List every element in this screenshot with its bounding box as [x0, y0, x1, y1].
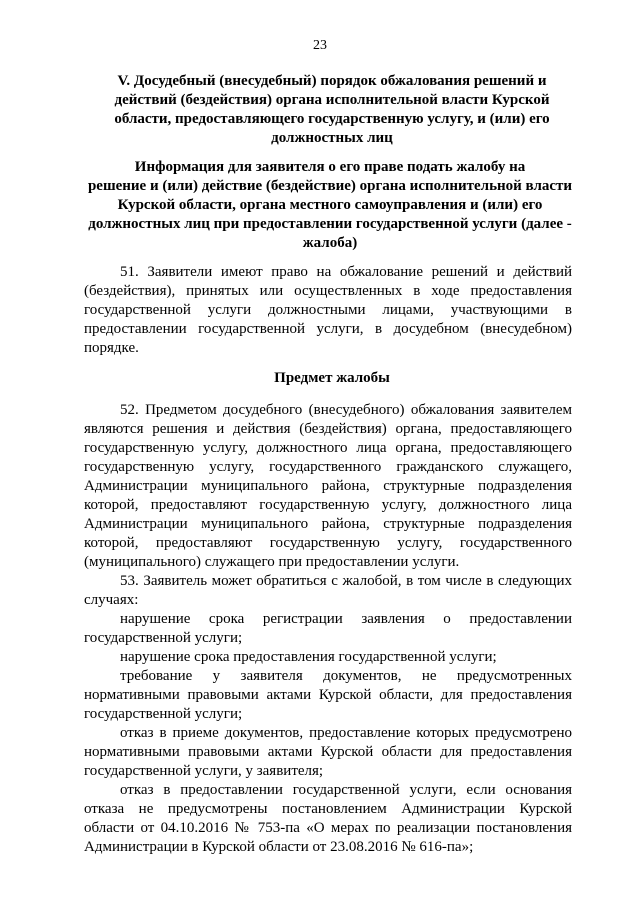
section-heading-line: области, предоставляющего государственную услугу, и (или) его	[114, 111, 550, 127]
paragraph-52	[84, 401, 572, 572]
text-line: которой, предоставляют государственную услугу, должностного лица	[84, 497, 572, 513]
paragraph-53	[84, 572, 572, 610]
text-line: Администрации муниципального района, структурные подразделения	[84, 478, 572, 494]
info-heading-line: Курской области, органа местного самоуправления и (или) его	[117, 197, 543, 213]
text-line: отказ в приеме документов, предоставление которых предусмотрено	[120, 725, 572, 741]
text-line: государственной услуги должностными лицами, участвующими в	[84, 302, 572, 318]
text-line: требование у заявителя документов, не предусмотренных	[120, 668, 572, 684]
text-line: порядке.	[84, 340, 139, 356]
text-line: Администрации муниципального района, структурные подразделения	[84, 516, 572, 532]
text-line: нормативными правовыми актами Курской области, для предоставления	[84, 687, 572, 703]
text-line: (муниципального) служащего при предоставлении услуги.	[84, 554, 460, 570]
text-line: которой, предоставляют государственную услугу, государственного	[84, 535, 572, 551]
section-heading-line: V. Досудебный (внесудебный) порядок обжалования решений и	[117, 73, 547, 89]
text-line: 53. Заявитель может обратиться с жалобой, в том числе в следующих	[120, 573, 572, 589]
case-document-refusal	[84, 724, 572, 781]
text-line: нарушение срока предоставления государственной услуги;	[120, 649, 497, 665]
section-heading	[92, 72, 572, 148]
info-heading	[80, 158, 580, 253]
text-line: области от 04.10.2016 № 753-па «О мерах по реализации постановления	[84, 820, 572, 836]
page-number: 23	[313, 38, 327, 53]
text-line: государственной услуги, у заявителя;	[84, 763, 324, 779]
info-heading-line: должностных лиц при предоставлении государственной услуги (далее -	[88, 216, 572, 232]
case-service-refusal	[84, 781, 572, 857]
section-heading-line: действий (бездействия) органа исполнительной власти Курской	[114, 92, 550, 108]
text-line: нормативными правовыми актами Курской области для предоставления	[84, 744, 572, 760]
case-registration-deadline	[84, 610, 572, 648]
text-line: предоставлении государственной услуги, в досудебном (внесудебном)	[84, 321, 572, 337]
text-line: 51. Заявители имеют право на обжалование решений и действий	[120, 264, 572, 280]
section-heading-line: должностных лиц	[271, 130, 393, 146]
info-heading-line: Информация для заявителя о его праве подать жалобу на	[134, 159, 526, 175]
text-line: 52. Предметом досудебного (внесудебного) обжалования заявителем	[120, 402, 572, 418]
text-line: являются решения и действия (бездействия) органа, предоставляющего	[84, 421, 572, 437]
text-line: отказ в предоставлении государственной услуги, если основания	[120, 782, 572, 798]
text-line: отказа не предусмотрены постановлением Администрации Курской	[84, 801, 572, 817]
case-service-deadline	[84, 648, 572, 667]
text-line: государственную услугу, государственного гражданского служащего,	[84, 459, 572, 475]
text-line: Администрации в Курской области от 23.08.2016 № 616-па»;	[84, 839, 474, 855]
text-line: нарушение срока регистрации заявления о предоставлении	[120, 611, 572, 627]
subject-heading: Предмет жалобы	[274, 370, 390, 386]
text-line: государственной услуги;	[84, 630, 243, 646]
case-extra-documents	[84, 667, 572, 724]
text-line: случаях:	[84, 592, 139, 608]
paragraph-51	[84, 263, 572, 358]
text-line: (бездействия), принятых или осуществленных в ходе предоставления	[84, 283, 572, 299]
info-heading-line: решение и (или) действие (бездействие) органа исполнительной власти	[87, 178, 573, 194]
info-heading-line: жалоба)	[302, 235, 358, 251]
text-line: государственную услугу, должностного лица органа, предоставляющего	[84, 440, 572, 456]
text-line: государственной услуги;	[84, 706, 243, 722]
